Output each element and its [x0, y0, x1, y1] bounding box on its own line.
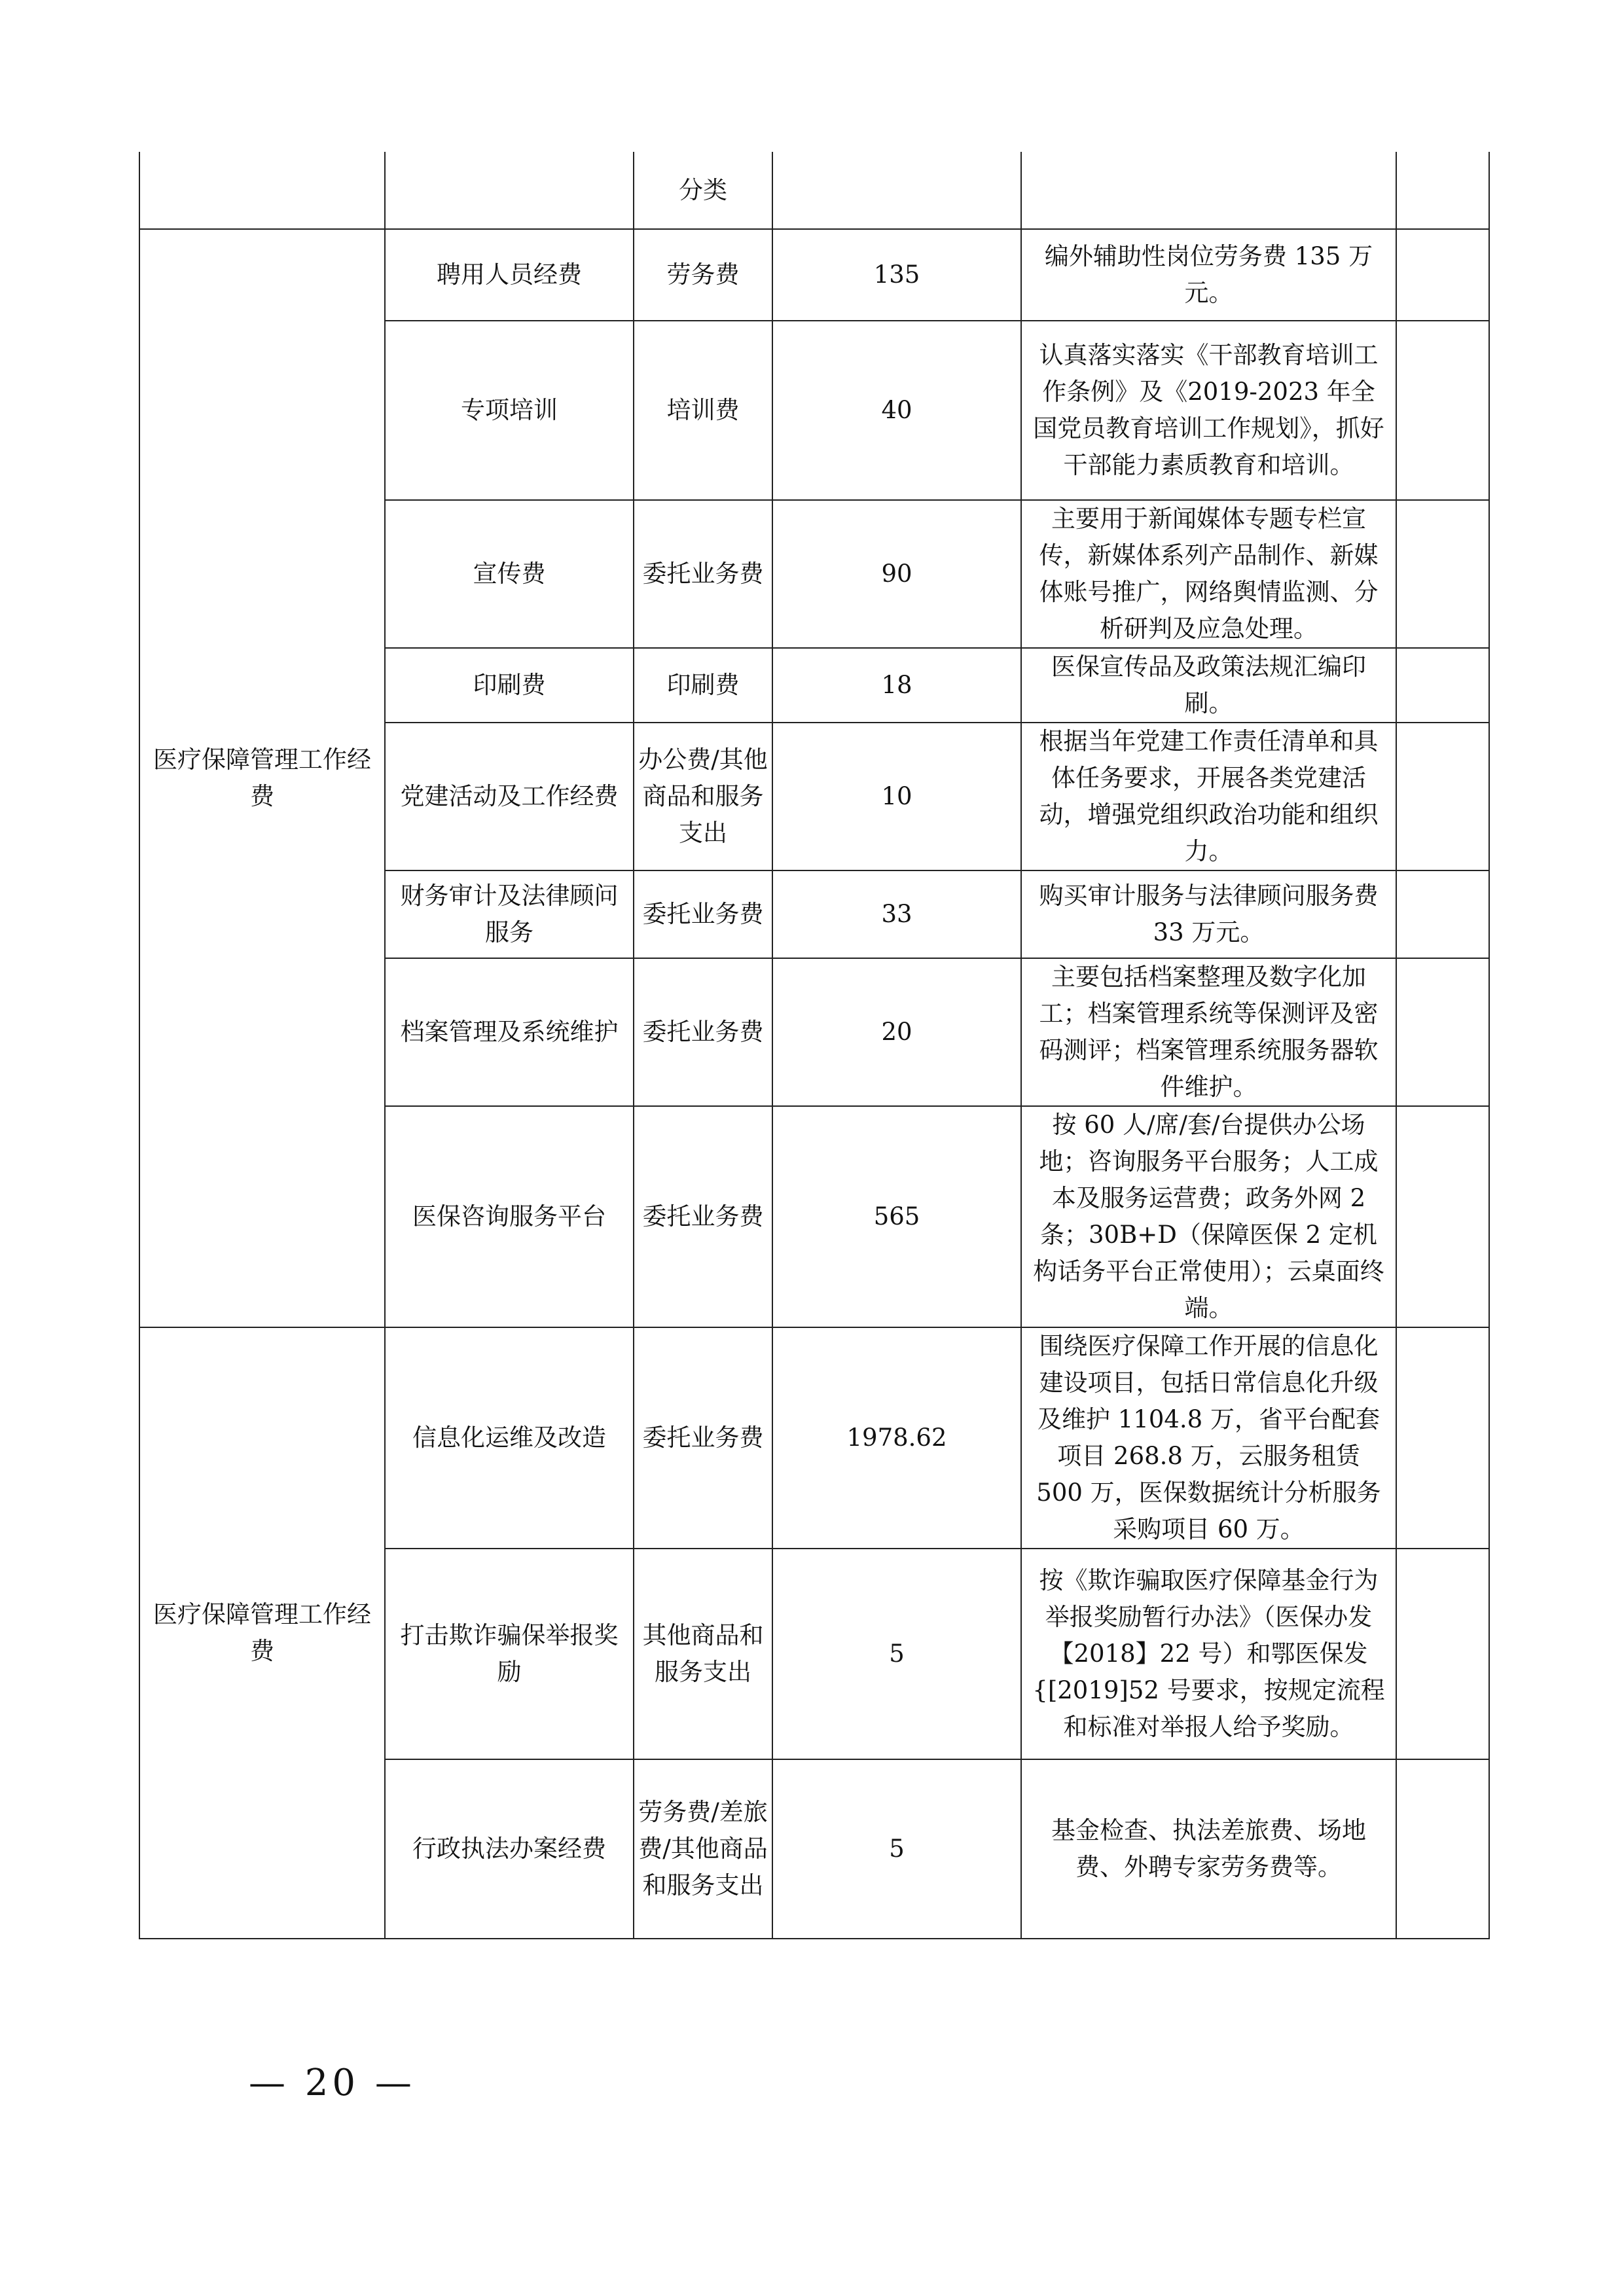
amount-cell: 135 — [772, 229, 1021, 321]
econ-cell: 劳务费/差旅费/其他商品和服务支出 — [634, 1759, 772, 1939]
item-cell: 打击欺诈骗保举报奖励 — [385, 1549, 634, 1759]
amount-cell: 33 — [772, 870, 1021, 958]
amount-cell: 90 — [772, 500, 1021, 648]
item-cell: 党建活动及工作经费 — [385, 723, 634, 870]
desc-cell: 按 60 人/席/套/台提供办公场地；咨询服务平台服务；人工成本及服务运营费；政务外网 2 条；30B+D（保障医保 2 定机构话务平台正常使用）；云桌面终端。 — [1021, 1106, 1396, 1327]
note-cell — [1396, 648, 1489, 723]
note-cell — [1396, 1327, 1489, 1549]
table-cell — [1021, 152, 1396, 229]
amount-cell: 5 — [772, 1549, 1021, 1759]
desc-cell: 主要包括档案整理及数字化加工；档案管理系统等保测评及密码测评；档案管理系统服务器软件维护。 — [1021, 958, 1396, 1106]
amount-cell: 1978.62 — [772, 1327, 1021, 1549]
note-cell — [1396, 958, 1489, 1106]
amount-cell: 20 — [772, 958, 1021, 1106]
amount-cell: 10 — [772, 723, 1021, 870]
amount-cell: 565 — [772, 1106, 1021, 1327]
econ-cell: 印刷费 — [634, 648, 772, 723]
item-cell: 财务审计及法律顾问服务 — [385, 870, 634, 958]
table-cell — [1396, 152, 1489, 229]
table-cell — [139, 152, 385, 229]
desc-cell: 根据当年党建工作责任清单和具体任务要求，开展各类党建活动，增强党组织政治功能和组织力。 — [1021, 723, 1396, 870]
item-cell: 行政执法办案经费 — [385, 1759, 634, 1939]
econ-cell: 办公费/其他商品和服务支出 — [634, 723, 772, 870]
note-cell — [1396, 1759, 1489, 1939]
note-cell — [1396, 1106, 1489, 1327]
econ-cell: 委托业务费 — [634, 958, 772, 1106]
item-cell: 专项培训 — [385, 321, 634, 500]
econ-cell: 培训费 — [634, 321, 772, 500]
table-row — [139, 152, 1489, 229]
table-row — [139, 1327, 1489, 1549]
desc-cell: 围绕医疗保障工作开展的信息化建设项目，包括日常信息化升级及维护 1104.8 万，省平台配套项目 268.8 万，云服务租赁 500 万，医保数据统计分析服务采购项目 60 万。 — [1021, 1327, 1396, 1549]
econ-cell: 劳务费 — [634, 229, 772, 321]
econ-cell: 委托业务费 — [634, 1106, 772, 1327]
category-cell: 医疗保障管理工作经费 — [139, 229, 385, 1327]
item-cell: 档案管理及系统维护 — [385, 958, 634, 1106]
item-cell: 宣传费 — [385, 500, 634, 648]
desc-cell: 购买审计服务与法律顾问服务费 33 万元。 — [1021, 870, 1396, 958]
amount-cell: 18 — [772, 648, 1021, 723]
note-cell — [1396, 321, 1489, 500]
amount-cell: 5 — [772, 1759, 1021, 1939]
item-cell: 信息化运维及改造 — [385, 1327, 634, 1549]
header-fragment: 分类 — [634, 152, 772, 229]
note-cell — [1396, 500, 1489, 648]
econ-cell: 委托业务费 — [634, 1327, 772, 1549]
desc-cell: 主要用于新闻媒体专题专栏宣传，新媒体系列产品制作、新媒体账号推广，网络舆情监测、分析研判及应急处理。 — [1021, 500, 1396, 648]
budget-table — [139, 152, 1490, 1939]
desc-cell: 医保宣传品及政策法规汇编印刷。 — [1021, 648, 1396, 723]
amount-cell: 40 — [772, 321, 1021, 500]
category-cell: 医疗保障管理工作经费 — [139, 1327, 385, 1939]
note-cell — [1396, 870, 1489, 958]
desc-cell: 按《欺诈骗取医疗保障基金行为举报奖励暂行办法》（医保办发【2018】22 号）和鄂医保发{[2019]52 号要求，按规定流程和标准对举报人给予奖励。 — [1021, 1549, 1396, 1759]
item-cell: 医保咨询服务平台 — [385, 1106, 634, 1327]
econ-cell: 其他商品和服务支出 — [634, 1549, 772, 1759]
econ-cell: 委托业务费 — [634, 870, 772, 958]
desc-cell: 编外辅助性岗位劳务费 135 万元。 — [1021, 229, 1396, 321]
note-cell — [1396, 229, 1489, 321]
econ-cell: 委托业务费 — [634, 500, 772, 648]
note-cell — [1396, 723, 1489, 870]
item-cell: 印刷费 — [385, 648, 634, 723]
table-cell — [385, 152, 634, 229]
desc-cell: 基金检查、执法差旅费、场地费、外聘专家劳务费等。 — [1021, 1759, 1396, 1939]
note-cell — [1396, 1549, 1489, 1759]
table-row — [139, 229, 1489, 321]
table-cell — [772, 152, 1021, 229]
item-cell: 聘用人员经费 — [385, 229, 634, 321]
page-number: — 20 — — [249, 2062, 416, 2104]
desc-cell: 认真落实落实《干部教育培训工作条例》及《2019-2023 年全国党员教育培训工作规划》，抓好干部能力素质教育和培训。 — [1021, 321, 1396, 500]
